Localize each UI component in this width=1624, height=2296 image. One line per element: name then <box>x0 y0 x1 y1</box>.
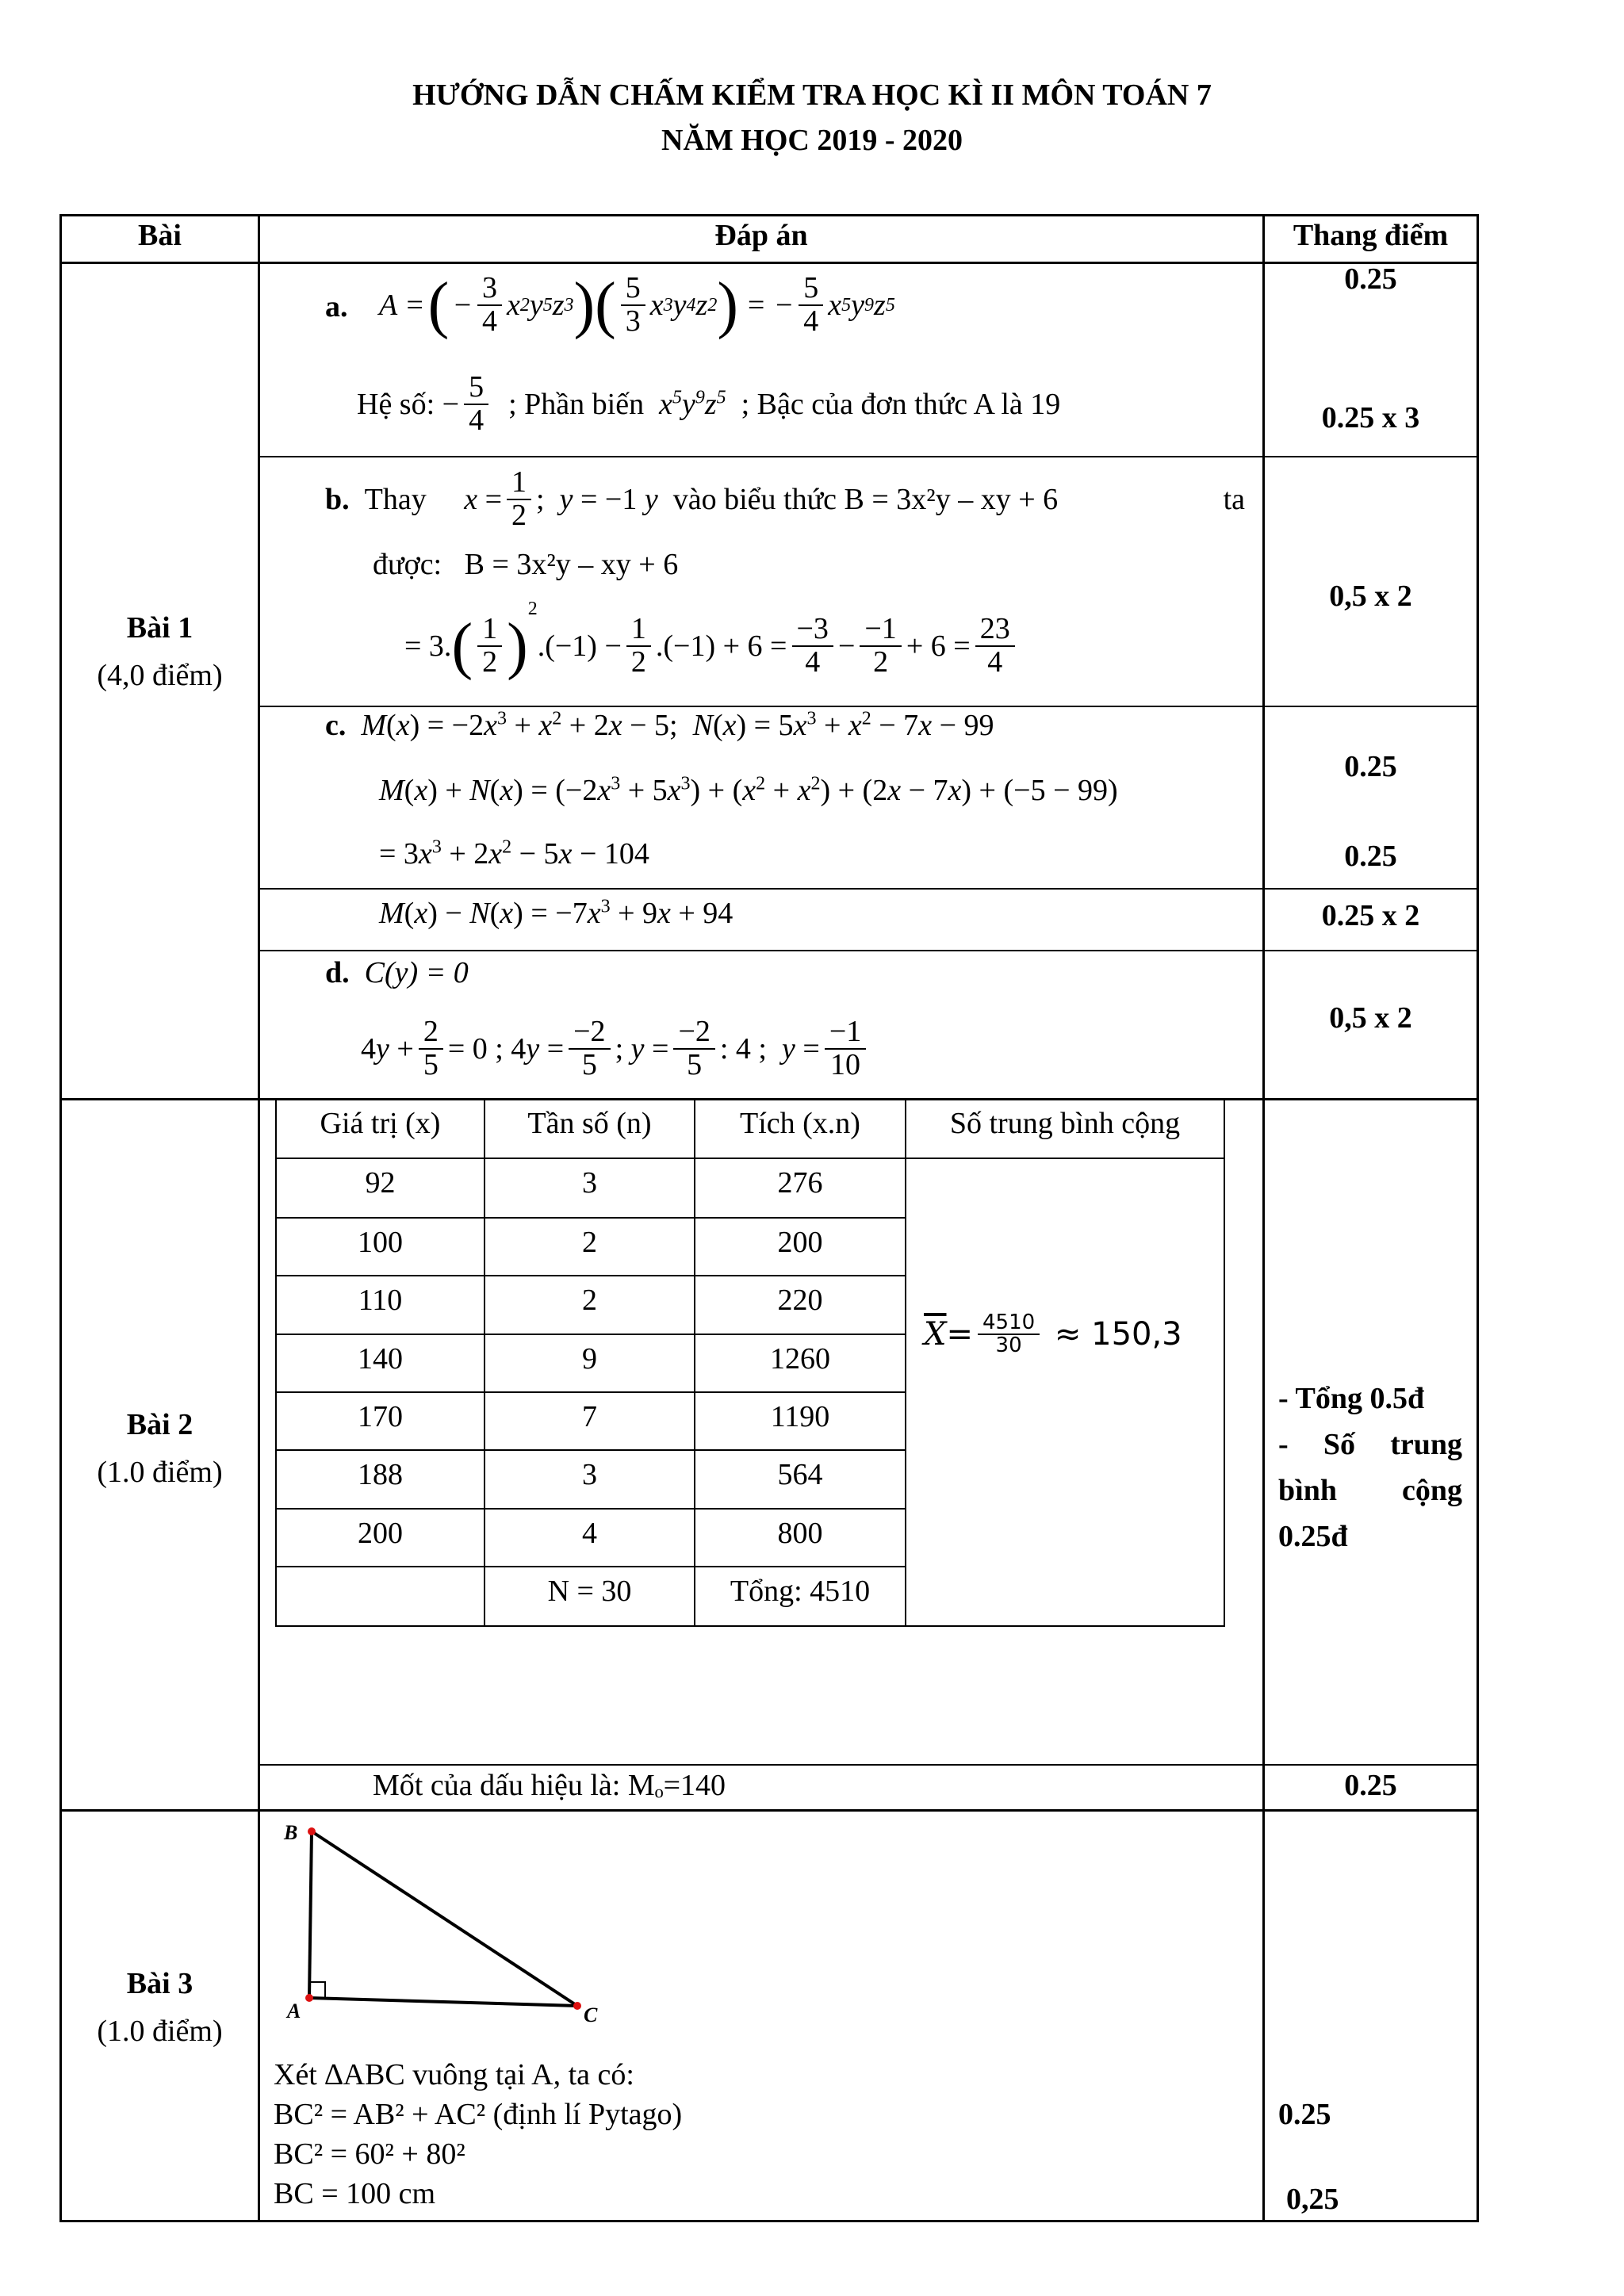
part-b-duoc: được: <box>373 548 442 581</box>
table-cell: 800 <box>777 1517 823 1550</box>
header-bai: Bài <box>138 219 182 252</box>
right-triangle-figure <box>270 1816 650 2030</box>
mode-score: 0.25 <box>1344 1769 1397 1802</box>
part-d-score: 0,5 x 2 <box>1329 1001 1412 1035</box>
part-b-thay: Thay <box>364 483 427 516</box>
part-c-score3: 0.25 x 2 <box>1321 899 1420 932</box>
degree-text: ; Bậc của đơn thức A là 19 <box>741 388 1061 421</box>
table-cell: 200 <box>358 1517 403 1550</box>
bai1-label: Bài 1 <box>126 611 193 645</box>
mean-denominator: 30 <box>995 1334 1022 1358</box>
table-cell: 4 <box>582 1517 597 1550</box>
part-a-score1: 0.25 <box>1344 262 1397 296</box>
ft-h7 <box>275 1508 906 1510</box>
part-b-ta: ta <box>1223 483 1245 516</box>
part-b-line1: b. Thay x = $\frac{1}{2}$ ; y = −1 y vào biểu thức B = 3x²y – xy + 6 ta <box>325 465 1245 532</box>
bai3-line2: BC² = AB² + AC² (định lí Pytago) <box>274 2098 683 2131</box>
score-note-1: - Tổng 0.5đ <box>1278 1382 1425 1415</box>
side-bc <box>312 1831 577 2006</box>
coef-text: ; Phần biến <box>508 388 645 421</box>
table-cell: Tổng: 4510 <box>730 1575 871 1608</box>
ft-h1 <box>275 1158 1225 1159</box>
bai3-points: (1.0 điểm) <box>97 2015 223 2048</box>
header-dap-an: Đáp án <box>714 219 808 252</box>
bai3-line3: BC² = 60² + 80² <box>274 2137 465 2171</box>
vertex-c-label: C <box>584 2003 598 2026</box>
table-cell: 140 <box>358 1342 403 1376</box>
part-b-score: 0,5 x 2 <box>1329 580 1412 613</box>
row-sep-a <box>258 456 1479 457</box>
table-border-bottom <box>59 2220 1479 2222</box>
table-border-left <box>59 214 62 2222</box>
vertex-a-dot <box>305 1994 313 2002</box>
row-sep-c2 <box>258 950 1479 951</box>
table-cell: 9 <box>582 1342 597 1376</box>
table-cell: 170 <box>358 1400 403 1433</box>
bai3-score2: 0,25 <box>1286 2183 1339 2216</box>
table-cell: 2 <box>582 1284 597 1317</box>
ft-h8 <box>275 1566 906 1567</box>
table-cell: 1190 <box>770 1400 830 1433</box>
ft-v3 <box>905 1098 906 1627</box>
part-b-line3: = 3. ( $\frac{1}{2}$ ) $^2$ .(−1) − $\frac{1}{2}$ .(−1) + 6 = $\frac{-3}{4}$ − $\frac{-1}{2}$ + 6 = $\frac{23}{4}$ <box>404 599 1020 694</box>
ft-bottom <box>275 1625 1225 1627</box>
part-d-expr: C(y) = 0 <box>364 956 469 989</box>
mean-numerator: 4510 <box>978 1312 1040 1335</box>
part-c-label: c. <box>325 709 347 742</box>
header-thang-diem: Thang điểm <box>1293 219 1449 252</box>
table-cell: 92 <box>365 1166 396 1200</box>
part-a-coefficient-line: Hệ số: − $\frac{5}{4}$ ; Phần biến $x^5y^9z^5$ ; Bậc của đơn thức A là 19 <box>357 370 1061 437</box>
part-c-line1: c. $M(x) = -2x^3 + x^2 + 2x - 5$; $N(x) = 5x^3 + x^2 - 7x - 99$ <box>325 708 994 742</box>
vertex-a-label: A <box>287 1999 301 2022</box>
mode-text: Mốt của dấu hiệu là: Mₒ=140 <box>373 1769 726 1802</box>
part-d-line1 <box>325 955 469 990</box>
mean-result: ≈ 150,3 <box>1054 1316 1182 1353</box>
part-c-score1: 0.25 <box>1344 750 1397 783</box>
side-ac <box>309 1998 577 2006</box>
row-sep-b <box>258 706 1479 707</box>
part-d-line2: 4 y + $\frac{2}{5}$ = 0 ; 4 y = $\frac{-2}{5}$ ; y = $\frac{-2}{5}$ : 4 ; y = $\frac{-1}{10}$ <box>361 1003 871 1094</box>
table-border-right <box>1477 214 1479 2222</box>
table-cell: 100 <box>358 1226 403 1259</box>
bai2-points: (1.0 điểm) <box>97 1456 223 1489</box>
ft-header-mean: Số trung bình cộng <box>949 1107 1181 1140</box>
part-c-line3: = $3x^3 + 2x^2 - 5x - 104$ <box>379 836 649 871</box>
table-cell: 200 <box>777 1226 823 1259</box>
table-cell: N = 30 <box>547 1575 632 1608</box>
row-sep-c1 <box>258 888 1479 890</box>
bai2-score-note <box>1278 1376 1462 1559</box>
table-cell: 1260 <box>770 1342 830 1376</box>
table-divider-1 <box>258 214 260 2222</box>
bai3-line1: Xét ∆ABC vuông tại A, ta có: <box>274 2058 634 2091</box>
table-cell: 220 <box>777 1284 823 1317</box>
part-c-line2: $M(x) + N(x) = (-2x^3 + 5x^3) + (x^2 + x^2) + (2x - 7x) + (-5 - 99)$ <box>379 773 1118 807</box>
ft-header-xn: Tích (x.n) <box>740 1107 860 1140</box>
coef-prefix: Hệ số: <box>357 388 435 421</box>
mean-formula: $\overline{X}$ = $\frac{4510}{30}$ ≈ 150,3 <box>924 1311 1182 1358</box>
ft-v4 <box>1224 1098 1225 1627</box>
part-d-label: d. <box>325 956 350 989</box>
score-note-3: bình cộng <box>1278 1474 1462 1507</box>
bai2-label: Bài 2 <box>126 1408 193 1441</box>
table-cell: 564 <box>777 1458 823 1491</box>
bai1-points: (4,0 điểm) <box>97 659 223 692</box>
ft-h3 <box>275 1275 906 1276</box>
document-title-line2: NĂM HỌC 2019 - 2020 <box>661 124 963 157</box>
part-b-label: b. <box>325 483 350 516</box>
part-c-score2: 0.25 <box>1344 840 1397 873</box>
table-cell: 7 <box>582 1400 597 1433</box>
score-note-2: - Số trung <box>1278 1428 1462 1461</box>
part-a-label: a. <box>325 290 348 323</box>
part-b-expr: B = 3x²y – xy + 6 <box>464 548 679 581</box>
row-sep-bai2 <box>59 1809 1479 1812</box>
ft-h5 <box>275 1391 906 1393</box>
table-border-top <box>59 214 1479 216</box>
table-cell: 3 <box>582 1166 597 1200</box>
part-a-score2: 0.25 x 3 <box>1321 401 1420 434</box>
table-cell: 110 <box>358 1284 403 1317</box>
part-c-line4: $M(x) - N(x) = -7x^3 + 9x + 94$ <box>379 896 733 930</box>
ft-h2 <box>275 1217 906 1219</box>
ft-header-n: Tần số (n) <box>527 1107 652 1140</box>
ft-header-x: Giá trị (x) <box>320 1107 441 1140</box>
table-divider-2 <box>1262 214 1265 2222</box>
document-title-line1: HƯỚNG DẪN CHẤM KIỂM TRA HỌC KÌ II MÔN TOÁN 7 <box>412 78 1212 112</box>
part-b-values: vào biểu thức B = 3x²y – xy + 6 <box>672 483 1059 516</box>
part-b-line2 <box>373 547 678 582</box>
row-sep-mode <box>258 1764 1479 1766</box>
bai3-line4: BC = 100 cm <box>274 2177 436 2210</box>
table-cell: 276 <box>777 1166 823 1200</box>
part-a-expression: A = ( − $\frac{3}{4}$ x 2 y 5 z 3 )( $\frac{5}{3}$ x 3 y 4 z 2 ) = − $\frac{5}{4}$ x 5 y 9 z 5 <box>379 270 895 340</box>
vertex-b-dot <box>308 1827 316 1835</box>
ft-h4 <box>275 1334 906 1335</box>
score-note-4: 0.25đ <box>1278 1520 1348 1553</box>
bai3-score1: 0.25 <box>1278 2098 1331 2131</box>
table-cell: 3 <box>582 1458 597 1491</box>
ft-top <box>275 1098 1225 1100</box>
bai3-label: Bài 3 <box>126 1967 193 2000</box>
side-ab <box>309 1831 312 1998</box>
vertex-b-label: B <box>284 1821 298 1844</box>
ft-h6 <box>275 1449 906 1451</box>
vertex-c-dot <box>573 2002 581 2010</box>
table-cell: 188 <box>358 1458 403 1491</box>
table-cell: 2 <box>582 1226 597 1259</box>
